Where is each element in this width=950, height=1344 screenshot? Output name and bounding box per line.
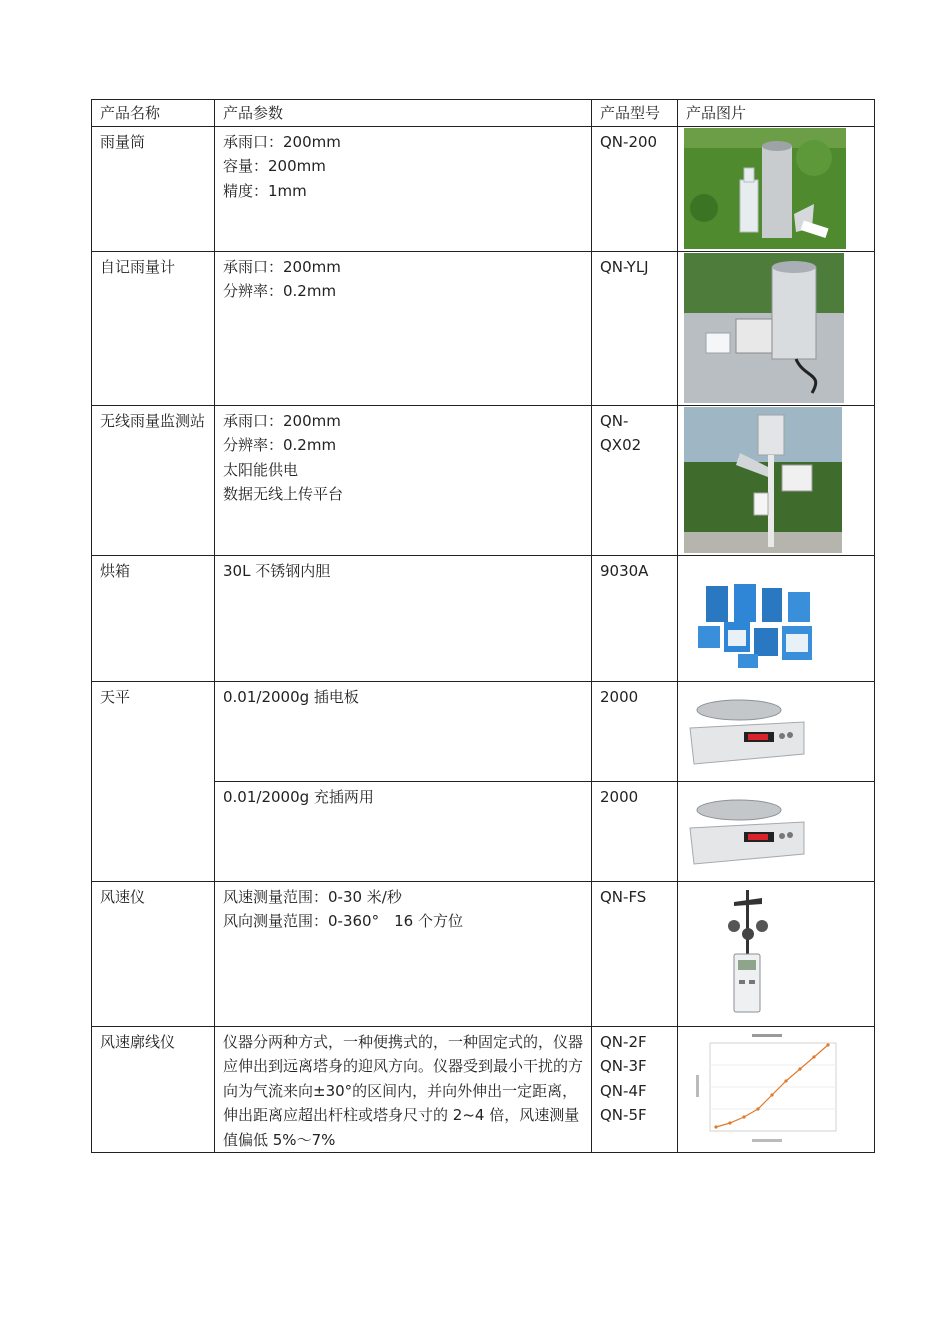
product-params: 30L 不锈钢内胆: [215, 555, 592, 681]
product-params: 承雨口：200mm 分辨率：0.2mm 太阳能供电 数据无线上传平台: [215, 405, 592, 555]
balance-photo: [684, 792, 810, 872]
wind-profile-curve-image: [692, 1031, 842, 1149]
table-row: [92, 126, 875, 251]
product-params: 0.01/2000g 插电板: [215, 681, 592, 781]
product-params: 风速测量范围：0-30 米/秒 风向测量范围：0-360° 16 个方位: [215, 881, 592, 1026]
product-model: QN-FS: [592, 881, 678, 1026]
product-model: QN-YLJ: [592, 251, 678, 405]
table-row: [92, 251, 875, 405]
product-params: 承雨口：200mm 容量：200mm 精度：1mm: [215, 126, 592, 251]
oven-photo: [698, 582, 818, 672]
product-image-cell: [678, 1026, 875, 1153]
recording-rain-gauge-photo: [684, 253, 844, 403]
header-params: 产品参数: [215, 100, 592, 127]
product-name: 自记雨量计: [92, 251, 215, 405]
product-model: 9030A: [592, 555, 678, 681]
product-spec-table: [91, 99, 875, 1153]
table-row: [92, 681, 875, 781]
product-image-cell: [678, 555, 875, 681]
product-image-cell: [678, 881, 875, 1026]
product-model: QN-QX02: [592, 405, 678, 555]
table-row: [92, 1026, 875, 1153]
wireless-station-photo: [684, 407, 842, 553]
product-name: 雨量筒: [92, 126, 215, 251]
product-model: QN-2F QN-3F QN-4F QN-5F: [592, 1026, 678, 1153]
product-image-cell: [678, 781, 875, 881]
header-image: 产品图片: [678, 100, 875, 127]
product-model: QN-200: [592, 126, 678, 251]
product-name: 风速仪: [92, 881, 215, 1026]
table-row: [92, 881, 875, 1026]
product-model: 2000: [592, 781, 678, 881]
product-image-cell: [678, 251, 875, 405]
product-image-cell: [678, 126, 875, 251]
product-name: 无线雨量监测站: [92, 405, 215, 555]
balance-photo: [684, 692, 810, 772]
product-model: 2000: [592, 681, 678, 781]
product-name: 天平: [92, 681, 215, 881]
header-name: 产品名称: [92, 100, 215, 127]
product-params: 0.01/2000g 充插两用: [215, 781, 592, 881]
header-model: 产品型号: [592, 100, 678, 127]
rain-gauge-photo: [684, 128, 846, 249]
product-params: 仪器分两种方式，一种便携式的，一种固定式的，仪器应伸出到远离塔身的迎风方向。仪器受到最小干扰的方向为气流来向±30°的区间内，并向外伸出一定距离，伸出距离应超出杆柱或塔身尺寸的 2~4 倍，风速测量值偏低 5%～7%: [215, 1026, 592, 1153]
product-image-cell: [678, 405, 875, 555]
table-row: [92, 405, 875, 555]
product-params: 承雨口：200mm 分辨率：0.2mm: [215, 251, 592, 405]
anemometer-photo: [718, 888, 778, 1014]
product-name: 风速廓线仪: [92, 1026, 215, 1153]
header-row: [92, 100, 875, 127]
table-row: [92, 555, 875, 681]
product-image-cell: [678, 681, 875, 781]
product-name: 烘箱: [92, 555, 215, 681]
